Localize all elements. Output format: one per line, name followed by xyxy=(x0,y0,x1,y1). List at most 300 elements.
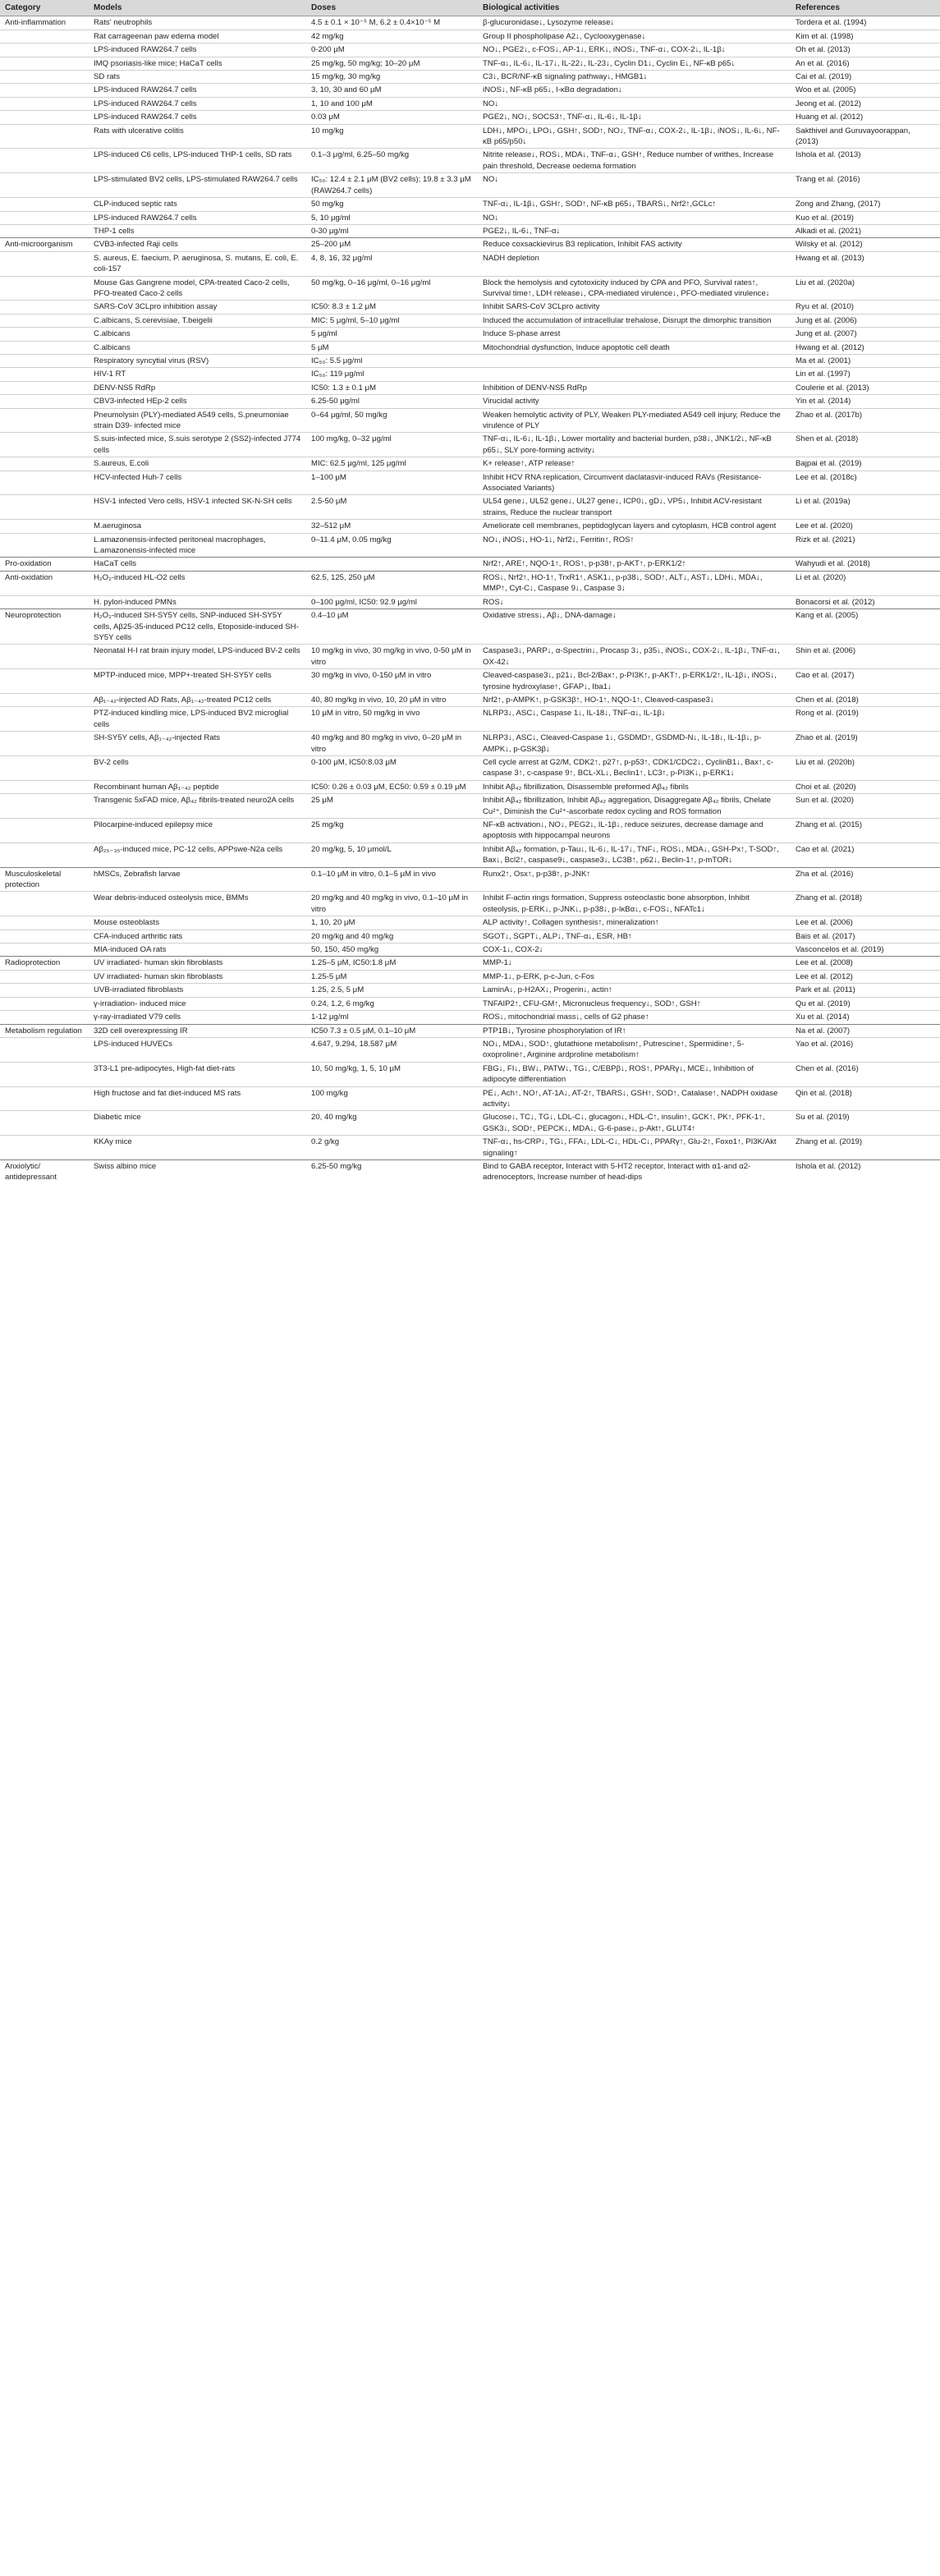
cell-reference: Wilsky et al. (2012) xyxy=(791,238,940,251)
cell-models: SD rats xyxy=(89,71,306,84)
cell-activities: Nitrite release↓, ROS↓, MDA↓, TNF-α↓, GSH↑, Reduce number of writhes, Increase pain threshold, Decrease oedema formation xyxy=(478,149,791,173)
cell-doses: 4, 8, 16, 32 μg/ml xyxy=(306,251,478,276)
cell-models: LPS-induced RAW264.7 cells xyxy=(89,44,306,57)
cell-category xyxy=(0,780,89,793)
header-models: Models xyxy=(89,0,306,16)
cell-reference: Chen et al. (2018) xyxy=(791,693,940,706)
cell-doses: IC50: 8.3 ± 1.2 μM xyxy=(306,301,478,314)
cell-doses: 1.25-5 μM xyxy=(306,970,478,983)
cell-reference: Lee et al. (2006) xyxy=(791,916,940,930)
cell-category xyxy=(0,44,89,57)
table-row xyxy=(0,944,940,957)
table-row xyxy=(0,1111,940,1136)
cell-doses: 0.24, 1.2, 6 mg/kg xyxy=(306,997,478,1010)
cell-models: IMQ psoriasis-like mice; HaCaT cells xyxy=(89,57,306,70)
table-row xyxy=(0,341,940,354)
cell-reference: Sakthivel and Guruvayoorappan, (2013) xyxy=(791,124,940,149)
cell-activities: NO↓ xyxy=(478,211,791,224)
cell-models: 3T3-L1 pre-adipocytes, High-fat diet-rats xyxy=(89,1062,306,1086)
table-row xyxy=(0,314,940,327)
cell-category xyxy=(0,1136,89,1160)
cell-activities: Weaken hemolytic activity of PLY, Weaken PLY-mediated A549 cell injury, Reduce the virulence of PLY xyxy=(478,408,791,433)
cell-reference: Ishola et al. (2013) xyxy=(791,149,940,173)
cell-reference: Lee et al. (2008) xyxy=(791,957,940,970)
cell-activities: NO↓, PGE2↓, c-FOS↓, AP-1↓, ERK↓, iNOS↓, TNF-α↓, COX-2↓, IL-1β↓ xyxy=(478,44,791,57)
cell-models: CBV3-infected HEp-2 cells xyxy=(89,395,306,408)
cell-activities: Cell cycle arrest at G2/M, CDK2↑, p27↑, p-p53↑, CDK1/CDC2↓, CyclinB1↓, Bax↑, c-caspase 3↑, c-caspase 9↑, BCL-XL↓, Beclin1↑, LC3↑, p-PI3K↓, p-ERK1↓ xyxy=(478,755,791,780)
cell-reference: Bais et al. (2017) xyxy=(791,930,940,943)
cell-category xyxy=(0,457,89,471)
cell-activities: NO↓ xyxy=(478,97,791,110)
table-row xyxy=(0,984,940,997)
table-row xyxy=(0,558,940,571)
cell-reference: Rong et al. (2019) xyxy=(791,707,940,732)
cell-doses: 100 mg/kg xyxy=(306,1086,478,1111)
cell-reference: Lee et al. (2020) xyxy=(791,520,940,533)
cell-activities: UL54 gene↓, UL52 gene↓, UL27 gene↓, ICP0↓, gD↓, VP5↓, Inhibit ACV-resistant strains, Reduce the nuclear transport xyxy=(478,495,791,520)
table-body xyxy=(0,16,940,1184)
cell-doses: 50 mg/kg xyxy=(306,198,478,211)
cell-models: Rat carrageenan paw edema model xyxy=(89,30,306,43)
cell-doses: 100 mg/kg, 0–32 μg/ml xyxy=(306,433,478,457)
cell-reference: Zha et al. (2016) xyxy=(791,867,940,892)
table-row xyxy=(0,354,940,367)
cell-reference: Shen et al. (2018) xyxy=(791,433,940,457)
cell-activities: Inhibition of DENV-NS5 RdRp xyxy=(478,381,791,394)
cell-doses: 25 μM xyxy=(306,794,478,819)
cell-models: H₂O₂-induced SH-SY5Y cells, SNP-induced SH-SY5Y cells, Aβ25-35-induced PC12 cells, Etoposide-induced SH-SY5Y cells xyxy=(89,609,306,645)
cell-reference: Zong and Zhang, (2017) xyxy=(791,198,940,211)
cell-activities: iNOS↓, NF-κB p65↓, I-κBα degradation↓ xyxy=(478,84,791,97)
cell-category xyxy=(0,111,89,124)
cell-activities: Nrf2↑, p-AMPK↑, p-GSK3β↑, HO-1↑, NQO-1↑, Cleaved-caspase3↓ xyxy=(478,693,791,706)
cell-category xyxy=(0,354,89,367)
cell-doses: 6.25-50 μg/ml xyxy=(306,395,478,408)
table-header-row xyxy=(0,0,940,16)
cell-category xyxy=(0,755,89,780)
cell-doses: 3, 10, 30 and 60 μM xyxy=(306,84,478,97)
cell-reference: Zhang et al. (2019) xyxy=(791,1136,940,1160)
cell-models: HCV-infected Huh-7 cells xyxy=(89,471,306,495)
cell-activities: TNF-α↓, IL-6↓, IL-17↓, IL-22↓, IL-23↓, Cyclin D1↓, Cyclin E↓, NF-κB p65↓ xyxy=(478,57,791,70)
header-activities: Biological activities xyxy=(478,0,791,16)
cell-models: Mouse Gas Gangrene model, CPA-treated Caco-2 cells, PFO-treated Caco-2 cells xyxy=(89,276,306,301)
cell-category xyxy=(0,645,89,669)
table-row xyxy=(0,645,940,669)
table-row xyxy=(0,571,940,595)
cell-models: Wear debris-induced osteolysis mice, BMMs xyxy=(89,892,306,916)
header-category: Category xyxy=(0,0,89,16)
cell-doses: 25–200 μM xyxy=(306,238,478,251)
table-row xyxy=(0,930,940,943)
cell-category xyxy=(0,173,89,198)
table-row xyxy=(0,368,940,381)
table-row xyxy=(0,669,940,694)
cell-category xyxy=(0,944,89,957)
cell-activities: TNF-α↓, hs-CRP↓, TG↓, FFA↓, LDL-C↓, HDL-C↓, PPARγ↑, Glu-2↑, Foxo1↑, PI3K/Akt signaling↑ xyxy=(478,1136,791,1160)
cell-doses: 32–512 μM xyxy=(306,520,478,533)
table-row xyxy=(0,30,940,43)
cell-category xyxy=(0,794,89,819)
cell-doses: MIC: 62.5 μg/ml, 125 μg/ml xyxy=(306,457,478,471)
cell-reference: Kang et al. (2005) xyxy=(791,609,940,645)
cell-reference: Lee et al. (2012) xyxy=(791,970,940,983)
cell-models: S.suis-infected mice, S.suis serotype 2 (SS2)-infected J774 cells xyxy=(89,433,306,457)
cell-doses: 40, 80 mg/kg in vivo, 10, 20 μM in vitro xyxy=(306,693,478,706)
cell-models: Swiss albino mice xyxy=(89,1159,306,1183)
cell-reference: Zhang et al. (2018) xyxy=(791,892,940,916)
cell-models: LPS-induced RAW264.7 cells xyxy=(89,111,306,124)
cell-reference: Su et al. (2019) xyxy=(791,1111,940,1136)
cell-models: LPS-induced HUVECs xyxy=(89,1037,306,1062)
table-row xyxy=(0,892,940,916)
cell-models: Rats with ulcerative colitis xyxy=(89,124,306,149)
cell-activities: NO↓, MDA↓, SOD↑, glutathione metabolism↑, Putrescine↑, Spermidine↑, 5-oxoproline↑, Arginine ardproline metabolism↑ xyxy=(478,1037,791,1062)
cell-category xyxy=(0,1037,89,1062)
table-row xyxy=(0,495,940,520)
cell-models: γ-irradiation- induced mice xyxy=(89,997,306,1010)
cell-doses: IC₅₀: 5.5 μg/ml xyxy=(306,354,478,367)
cell-reference: Rizk et al. (2021) xyxy=(791,533,940,558)
cell-activities: ROS↓, mitochondrial mass↓, cells of G2 phase↑ xyxy=(478,1011,791,1024)
cell-doses: 30 mg/kg in vivo, 0-150 μM in vitro xyxy=(306,669,478,694)
cell-category xyxy=(0,84,89,97)
cell-category xyxy=(0,819,89,843)
cell-models: Aβ₂₅₋₃₅-induced mice, PC-12 cells, APPswe-N2a cells xyxy=(89,843,306,867)
cell-doses: 0-100 μM, IC50:8.03 μM xyxy=(306,755,478,780)
cell-reference: Cai et al. (2019) xyxy=(791,71,940,84)
cell-category xyxy=(0,408,89,433)
cell-activities: NADH depletion xyxy=(478,251,791,276)
cell-activities: PE↓, Ach↑, NO↑, AT-1A↓, AT-2↑, TBARS↓, GSH↑, SOD↑, Catalase↑, NADPH oxidase activity↓ xyxy=(478,1086,791,1111)
cell-category xyxy=(0,149,89,173)
cell-category xyxy=(0,368,89,381)
cell-category xyxy=(0,276,89,301)
cell-models: Recombinant human Aβ₁₋₄₂ peptide xyxy=(89,780,306,793)
cell-models: HIV-1 RT xyxy=(89,368,306,381)
cell-activities: Inhibit Aβ₄₂ fibrillization, Disassemble preformed Aβ₄₂ fibrils xyxy=(478,780,791,793)
cell-reference: Yin et al. (2014) xyxy=(791,395,940,408)
cell-category xyxy=(0,732,89,756)
cell-reference: Alkadi et al. (2021) xyxy=(791,224,940,237)
cell-reference: Choi et al. (2020) xyxy=(791,780,940,793)
cell-activities: β-glucuronidase↓, Lysozyme release↓ xyxy=(483,18,615,28)
cell-activities: ALP activity↑, Collagen synthesis↑, mineralization↑ xyxy=(478,916,791,930)
cell-category xyxy=(0,124,89,149)
table-row xyxy=(0,755,940,780)
cell-activities: Caspase3↓, PARP↓, α-Spectrin↓, Procasp 3↓, p35↓, iNOS↓, COX-2↓, IL-1β↓, TNF-α↓, OX-42↓ xyxy=(478,645,791,669)
table-row xyxy=(0,997,940,1010)
cell-doses: 25 mg/kg xyxy=(306,819,478,843)
cell-category xyxy=(0,198,89,211)
cell-category xyxy=(0,707,89,732)
cell-reference: Zhang et al. (2015) xyxy=(791,819,940,843)
cell-activities: NLRP3↓, ASC↓, Cleaved-Caspase 1↓, GSDMD↑, GSDMD-N↓, IL-18↓, IL-1β↓, p-AMPK↓, p-GSK3β↓ xyxy=(478,732,791,756)
cell-activities: Inhibit HCV RNA replication, Circumvent daclatasvir-induced RAVs (Resistance-Associated Variants) xyxy=(478,471,791,495)
cell-reference: Jung et al. (2007) xyxy=(791,328,940,341)
table-row xyxy=(0,732,940,756)
table-row xyxy=(0,707,940,732)
cell-models: hMSCs, Zebrafish larvae xyxy=(89,867,306,892)
cell-category xyxy=(0,916,89,930)
cell-category: Pro-oxidation xyxy=(0,558,89,571)
cell-activities: NLRP3↓, ASC↓, Caspase 1↓, IL-18↓, TNF-α↓, IL-1β↓ xyxy=(478,707,791,732)
cell-models: CLP-induced septic rats xyxy=(89,198,306,211)
cell-doses: IC₅₀: 12.4 ± 2.1 μM (BV2 cells); 19.8 ± 3.3 μM (RAW264.7 cells) xyxy=(306,173,478,198)
table-row xyxy=(0,433,940,457)
cell-models: UVB-irradiated fibroblasts xyxy=(89,984,306,997)
cell-category xyxy=(0,495,89,520)
cell-doses: 42 mg/kg xyxy=(306,30,478,43)
cell-models: C.albicans xyxy=(89,341,306,354)
cell-doses: 10, 50 mg/kg, 1, 5, 10 μM xyxy=(306,1062,478,1086)
cell-reference: Na et al. (2007) xyxy=(791,1024,940,1037)
cell-doses: 0.1–3 μg/ml, 6.25–50 mg/kg xyxy=(306,149,478,173)
cell-models: HSV-1 infected Vero cells, HSV-1 infected SK-N-SH cells xyxy=(89,495,306,520)
cell-models: CFA-induced arthritic rats xyxy=(89,930,306,943)
cell-doses: 1, 10, 20 μM xyxy=(306,916,478,930)
cell-doses: 1.25–5 μM, IC50:1.8 μM xyxy=(306,957,478,970)
cell-activities: FBG↓, FI↓, BW↓, PATW↓, TG↓, C/EBPβ↓, ROS↑, PPARγ↓, MCE↓, Inhibition of adipocyte differentiation xyxy=(478,1062,791,1086)
table-row xyxy=(0,111,940,124)
cell-activities: K+ release↑, ATP release↑ xyxy=(478,457,791,471)
cell-doses: 10 mg/kg xyxy=(306,124,478,149)
cell-reference: Zhao et al. (2019) xyxy=(791,732,940,756)
cell-category xyxy=(0,211,89,224)
table-row xyxy=(0,520,940,533)
cell-doses: 0-200 μM xyxy=(306,44,478,57)
cell-category xyxy=(0,595,89,608)
cell-doses: 0-30 μg/ml xyxy=(306,224,478,237)
cell-reference: Lin et al. (1997) xyxy=(791,368,940,381)
cell-models: γ-ray-irradiated V79 cells xyxy=(89,1011,306,1024)
cell-reference: Hwang et al. (2012) xyxy=(791,341,940,354)
table-row xyxy=(0,224,940,237)
cell-reference: Lee et al. (2018c) xyxy=(791,471,940,495)
cell-reference: Li et al. (2020) xyxy=(791,571,940,595)
cell-doses: 0–64 μg/ml, 50 mg/kg xyxy=(306,408,478,433)
table-row xyxy=(0,609,940,645)
table-row xyxy=(0,44,940,57)
cell-category: Musculoskeletal protection xyxy=(0,867,89,892)
cell-category: Neuroprotection xyxy=(0,609,89,645)
cell-models: S. aureus, E. faecium, P. aeruginosa, S. mutans, E. coli, E. coli-157 xyxy=(89,251,306,276)
cell-reference: Chen et al. (2016) xyxy=(791,1062,940,1086)
table-row xyxy=(0,238,940,251)
cell-activities xyxy=(478,354,791,367)
cell-category xyxy=(0,314,89,327)
cell-reference: Huang et al. (2012) xyxy=(791,111,940,124)
table-row xyxy=(0,124,940,149)
cell-category: Radioprotection xyxy=(0,957,89,970)
cell-models: Respiratory syncytial virus (RSV) xyxy=(89,354,306,367)
cell-activities: PTP1B↓, Tyrosine phosphorylation of IR↑ xyxy=(478,1024,791,1037)
cell-reference: Zhao et al. (2017b) xyxy=(791,408,940,433)
cell-activities: COX-1↓, COX-2↓ xyxy=(478,944,791,957)
cell-models: CVB3-infected Raji cells xyxy=(89,238,306,251)
cell-category: Anxiolytic/ antidepressant xyxy=(0,1159,89,1183)
table-row xyxy=(0,867,940,892)
cell-activities: Induced the accumulation of intracellular trehalose, Disrupt the dimorphic transition xyxy=(478,314,791,327)
cell-activities: TNF-α↓, IL-6↓, IL-1β↓, Lower mortality and bacterial burden, p38↓, JNK1/2↓, NF-κB p65↓, SLY pore-forming activity↓ xyxy=(478,433,791,457)
table-row xyxy=(0,1136,940,1160)
cell-models: Diabetic mice xyxy=(89,1111,306,1136)
table-row xyxy=(0,471,940,495)
cell-reference: Bonacorsi et al. (2012) xyxy=(791,595,940,608)
table-row xyxy=(0,251,940,276)
cell-category xyxy=(0,341,89,354)
cell-doses: 5 μM xyxy=(306,341,478,354)
cell-activities: Glucose↓, TC↓, TG↓, LDL-C↓, glucagon↓, HDL-C↑, insulin↑, GCK↑, PK↑, PFK-1↑, GSK3↓, SOD↑, PEPCK↓, MDA↓, G-6-pase↓, p-Akt↑, GLUT4↑ xyxy=(478,1111,791,1136)
cell-doses: 5 μg/ml xyxy=(306,328,478,341)
cell-reference: Jeong et al. (2012) xyxy=(791,97,940,110)
cell-models: LPS-stimulated BV2 cells, LPS-stimulated RAW264.7 cells xyxy=(89,173,306,198)
cell-category xyxy=(0,433,89,457)
cell-reference: Woo et al. (2005) xyxy=(791,84,940,97)
cell-models: Neonatal H-I rat brain injury model, LPS-induced BV-2 cells xyxy=(89,645,306,669)
table-row xyxy=(0,1062,940,1086)
cell-category xyxy=(0,1011,89,1024)
cell-models: C.albicans, S.cerevisiae, T.beigelii xyxy=(89,314,306,327)
cell-activities: ROS↓, Nrf2↑, HO-1↑, TrxR1↑, ASK1↓, p-p38↓, SOD↑, ALT↓, AST↓, LDH↓, MDA↓, MMP↑, Cyt-C↓, Caspase 9↓, Caspase 3↓ xyxy=(478,571,791,595)
cell-doses: 2.5-50 μM xyxy=(306,495,478,520)
cell-doses: IC50: 1.3 ± 0.1 μM xyxy=(306,381,478,394)
cell-reference: Tordera et al. (1994) xyxy=(796,18,867,28)
cell-reference: Coulerie et al. (2013) xyxy=(791,381,940,394)
cell-doses: 1-12 μg/ml xyxy=(306,1011,478,1024)
table-row xyxy=(0,1086,940,1111)
cell-category xyxy=(0,1111,89,1136)
cell-category: Anti-oxidation xyxy=(0,571,89,595)
cell-activities: MMP-1↓, p-ERK, p-c-Jun, c-Fos xyxy=(478,970,791,983)
cell-category: Anti-microorganism xyxy=(0,238,89,251)
cell-category xyxy=(0,328,89,341)
table-row xyxy=(0,71,940,84)
table-row xyxy=(0,693,940,706)
table-row xyxy=(0,395,940,408)
cell-reference: Sun et al. (2020) xyxy=(791,794,940,819)
cell-models: Pneumolysin (PLY)-mediated A549 cells, S.pneumoniae strain D39- infected mice xyxy=(89,408,306,433)
cell-reference: Vasconcelos et al. (2019) xyxy=(791,944,940,957)
cell-category xyxy=(0,533,89,558)
cell-reference: Ma et al. (2001) xyxy=(791,354,940,367)
cell-activities: TNFAIP2↑, CFU-GM↑, Micronucleus frequency↓, SOD↑, GSH↑ xyxy=(478,997,791,1010)
cell-doses: 1–100 μM xyxy=(306,471,478,495)
cell-models: LPS-induced RAW264.7 cells xyxy=(89,84,306,97)
table-row xyxy=(0,16,940,30)
cell-doses: IC50 7.3 ± 0.5 μM, 0.1–10 μM xyxy=(306,1024,478,1037)
cell-doses: 0–11.4 μM, 0.05 mg/kg xyxy=(306,533,478,558)
cell-doses: 0.1–10 μM in vitro, 0.1–5 μM in vivo xyxy=(306,867,478,892)
cell-reference: Kim et al. (1998) xyxy=(791,30,940,43)
cell-models: THP-1 cells xyxy=(89,224,306,237)
cell-category xyxy=(0,301,89,314)
cell-activities: Mitochondrial dysfunction, Induce apoptotic cell death xyxy=(478,341,791,354)
cell-doses: 20 mg/kg and 40 mg/kg xyxy=(306,930,478,943)
cell-reference: Hwang et al. (2013) xyxy=(791,251,940,276)
cell-activities: Inhibit SARS-CoV 3CLpro activity xyxy=(478,301,791,314)
cell-doses: 25 mg/kg, 50 mg/kg; 10–20 μM xyxy=(306,57,478,70)
cell-reference: Ryu et al. (2010) xyxy=(791,301,940,314)
cell-models: LPS-induced RAW264.7 cells xyxy=(89,211,306,224)
cell-models: UV irradiated- human skin fibroblasts xyxy=(89,970,306,983)
cell-reference: Cao et al. (2017) xyxy=(791,669,940,694)
cell-doses: 1.25, 2.5, 5 μM xyxy=(306,984,478,997)
cell-activities: Nrf2↑, ARE↑, NQO-1↑, ROS↑, p-p38↑, p-AKT↑, p-ERK1/2↑ xyxy=(478,558,791,571)
cell-activities: Runx2↑, Osx↑, p-p38↑, p-JNK↑ xyxy=(478,867,791,892)
cell-reference: Oh et al. (2013) xyxy=(791,44,940,57)
table-row xyxy=(0,57,940,70)
cell-activities: Virucidal activity xyxy=(478,395,791,408)
table-row xyxy=(0,1024,940,1037)
cell-category xyxy=(0,669,89,694)
cell-doses: 10 μM in vitro, 50 mg/kg in vivo xyxy=(306,707,478,732)
cell-doses: 40 mg/kg and 80 mg/kg in vivo, 0–20 μM in vitro xyxy=(306,732,478,756)
table-row xyxy=(0,1037,940,1062)
cell-doses: 20 mg/kg and 40 mg/kg in vivo, 0.1–10 μM in vitro xyxy=(306,892,478,916)
cell-doses: 50, 150, 450 mg/kg xyxy=(306,944,478,957)
cell-doses: 4.647, 9.294, 18.587 μM xyxy=(306,1037,478,1062)
cell-doses: 20, 40 mg/kg xyxy=(306,1111,478,1136)
cell-models: BV-2 cells xyxy=(89,755,306,780)
cell-models: MIA-induced OA rats xyxy=(89,944,306,957)
cell-models: SH-SY5Y cells, Aβ₁₋₄₂-injected Rats xyxy=(89,732,306,756)
cell-activities: Inhibit Aβ₄₂ fibrillization, Inhibit Aβ₄₂ aggregation, Disaggregate Aβ₄₂ fibrils, Chelate Cu²⁺, Diminish the Cu²⁺-ascorbate redox cycling and ROS formation xyxy=(478,794,791,819)
cell-category xyxy=(0,892,89,916)
cell-activities: Inhibit F-actin rings formation, Suppress osteoclastic bone absorption, Inhibit osteolysis, p-ERK↓, p-JNK↓, p-p38↓, p-IκBα↓, c-FOS↓, NFATc1↓ xyxy=(478,892,791,916)
table-row xyxy=(0,916,940,930)
cell-category: Anti-inflammation xyxy=(5,18,66,28)
cell-activities: Ameliorate cell membranes, peptidoglycan layers and cytoplasm, HCB control agent xyxy=(478,520,791,533)
cell-category xyxy=(0,693,89,706)
table-row xyxy=(0,173,940,198)
cell-doses: 0.2 g/kg xyxy=(306,1136,478,1160)
cell-models: H₂O₂-induced HL-O2 cells xyxy=(89,571,306,595)
cell-activities: LDH↓, MPO↓, LPO↓, GSH↑, SOD↑, NO↓, TNF-α↓, COX-2↓, IL-1β↓, iNOS↓, IL-6↓, NF-κB p65/p50↓ xyxy=(478,124,791,149)
cell-reference: Bajpai et al. (2019) xyxy=(791,457,940,471)
cell-activities: Block the hemolysis and cytotoxicity induced by CPA and PFO, Survival rates↑, Survival time↑, LDH release↓, CPA-mediated virulence↓, PFO-mediated virulence↓ xyxy=(478,276,791,301)
cell-activities: SGOT↓, SGPT↓, ALP↓, TNF-α↓, ESR, HB↑ xyxy=(478,930,791,943)
cell-activities: Cleaved-caspase3↓, p21↓, Bcl-2/Bax↑, p-PI3K↑, p-AKT↑, p-ERK1/2↑, IL-1β↓, iNOS↓, tyrosine hydroxylase↑, GFAP↓, Iba1↓ xyxy=(478,669,791,694)
cell-models: KKAy mice xyxy=(89,1136,306,1160)
cell-doses: 10 mg/kg in vivo, 30 mg/kg in vivo, 0-50 μM in vitro xyxy=(306,645,478,669)
cell-activities: LaminA↓, p-H2AX↓, Progerin↓, actin↑ xyxy=(478,984,791,997)
cell-activities: Reduce coxsackievirus B3 replication, Inhibit FAS activity xyxy=(478,238,791,251)
cell-activities: Group II phospholipase A2↓, Cyclooxygenase↓ xyxy=(478,30,791,43)
cell-models: C.albicans xyxy=(89,328,306,341)
cell-models: PTZ-induced kindling mice, LPS-induced BV2 microglial cells xyxy=(89,707,306,732)
cell-activities: NO↓ xyxy=(478,173,791,198)
table-row xyxy=(0,149,940,173)
table-row xyxy=(0,408,940,433)
cell-models: Rats' neutrophils xyxy=(94,18,153,28)
table-row xyxy=(0,84,940,97)
table-row xyxy=(0,211,940,224)
cell-doses: IC₅₀: 119 μg/ml xyxy=(306,368,478,381)
cell-category xyxy=(0,1086,89,1111)
cell-category xyxy=(0,57,89,70)
cell-category xyxy=(0,381,89,394)
cell-doses: IC50: 0.26 ± 0.03 μM, EC50: 0.59 ± 0.19 μM xyxy=(306,780,478,793)
cell-category xyxy=(0,471,89,495)
table-row xyxy=(0,780,940,793)
table-row xyxy=(0,794,940,819)
cell-category xyxy=(0,970,89,983)
cell-reference: Wahyudi et al. (2018) xyxy=(791,558,940,571)
cell-models: MPTP-induced mice, MPP+-treated SH-SY5Y cells xyxy=(89,669,306,694)
cell-reference: Liu et al. (2020b) xyxy=(791,755,940,780)
cell-doses: 50 mg/kg, 0–16 μg/ml, 0–16 μg/ml xyxy=(306,276,478,301)
